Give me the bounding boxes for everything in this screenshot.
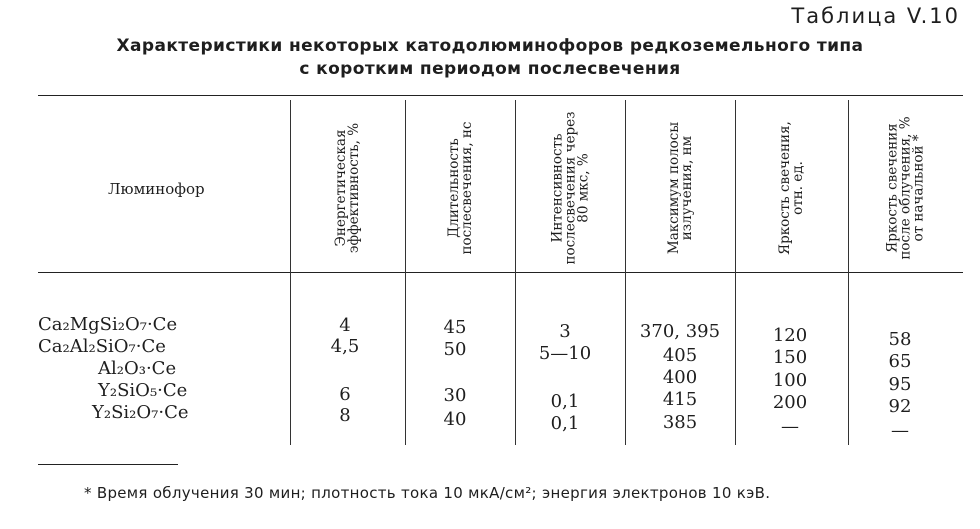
column-header-energy-efficiency [292, 110, 404, 266]
column-header-emission-maximum-text: Максимум полосы излучения, нм [665, 121, 695, 255]
table-label: Таблица V.10 [791, 4, 960, 28]
table-cell-brightness: 120 [772, 325, 808, 346]
table-cell-brightness-after: 65 [888, 351, 912, 372]
column-separator [405, 100, 406, 445]
table-cell-brightness-after: 95 [888, 374, 912, 395]
column-header-brightness [737, 110, 847, 266]
table-cell-emission-max: 385 [662, 412, 698, 433]
table-cell-efficiency: 8 [339, 405, 351, 426]
table-cell-brightness: 200 [772, 392, 808, 413]
footnote-rule [38, 464, 178, 465]
table-cell-luminophor: Ca₂MgSi₂O₇·Ce [38, 314, 178, 335]
table-cell-duration: 40 [443, 409, 467, 430]
table-cell-luminophor: Ca₂Al₂SiO₇·Ce [38, 336, 166, 357]
table-cell-luminophor: Y₂Si₂O₇·Ce [92, 402, 189, 423]
column-header-emission-maximum [627, 110, 734, 266]
table-cell-brightness: 150 [772, 347, 808, 368]
table-cell-intensity: 0,1 [550, 391, 580, 412]
table-cell-brightness-after: 58 [888, 329, 912, 350]
table-cell-intensity: 0,1 [550, 413, 580, 434]
table-cell-intensity: 5—10 [538, 343, 592, 364]
column-header-afterglow-intensity-text: Интенсивность послесвечения через 80 мкс, % [549, 111, 591, 265]
column-separator [290, 100, 291, 445]
table-cell-brightness: — [781, 416, 799, 437]
table-cell-efficiency: 6 [339, 384, 351, 405]
column-separator [735, 100, 736, 445]
table-cell-duration: 50 [443, 339, 467, 360]
column-header-afterglow-duration-text: Длительность послесвечения, нс [445, 121, 475, 255]
column-header-brightness-after-text: Яркость свечения после облучения, % от начальной * [884, 116, 927, 260]
table-cell-brightness-after: 92 [888, 396, 912, 417]
column-header-luminophor: Люминофор [108, 180, 205, 198]
table-top-rule [38, 95, 963, 96]
column-header-brightness-after [850, 110, 962, 266]
column-header-energy-efficiency-text: Энергетическая эффективность, % [333, 122, 362, 254]
table-cell-efficiency: 4 [339, 315, 351, 336]
table-cell-intensity: 3 [559, 321, 571, 342]
table-cell-brightness: 100 [772, 370, 808, 391]
table-title-line-2: с коротким периодом послесвечения [299, 59, 681, 79]
column-separator [515, 100, 516, 445]
footnote: * Время облучения 30 мин; плотность тока 10 мкА/см²; энергия электронов 10 кэВ. [84, 484, 771, 502]
column-header-afterglow-duration [407, 110, 514, 266]
column-header-afterglow-intensity [517, 110, 624, 266]
table-cell-luminophor: Y₂SiO₅·Ce [98, 380, 188, 401]
table-cell-brightness-after: — [891, 420, 909, 441]
column-separator [848, 100, 849, 445]
header-bottom-rule [38, 272, 963, 273]
table-cell-emission-max: 400 [662, 367, 698, 388]
table-title-line-1: Характеристики некоторых катодолюминофоров редкоземельного типа [116, 36, 864, 56]
table-cell-emission-max: 415 [662, 389, 698, 410]
table-cell-duration: 30 [443, 385, 467, 406]
table-cell-emission-max: 370, 395 [639, 321, 721, 342]
table-cell-luminophor: Al₂O₃·Ce [98, 358, 177, 379]
table-cell-emission-max: 405 [662, 345, 698, 366]
table-cell-duration: 45 [443, 317, 467, 338]
column-separator [625, 100, 626, 445]
table-cell-efficiency: 4,5 [330, 336, 360, 357]
column-header-brightness-text: Яркость свечения, отн. ед. [777, 121, 806, 255]
